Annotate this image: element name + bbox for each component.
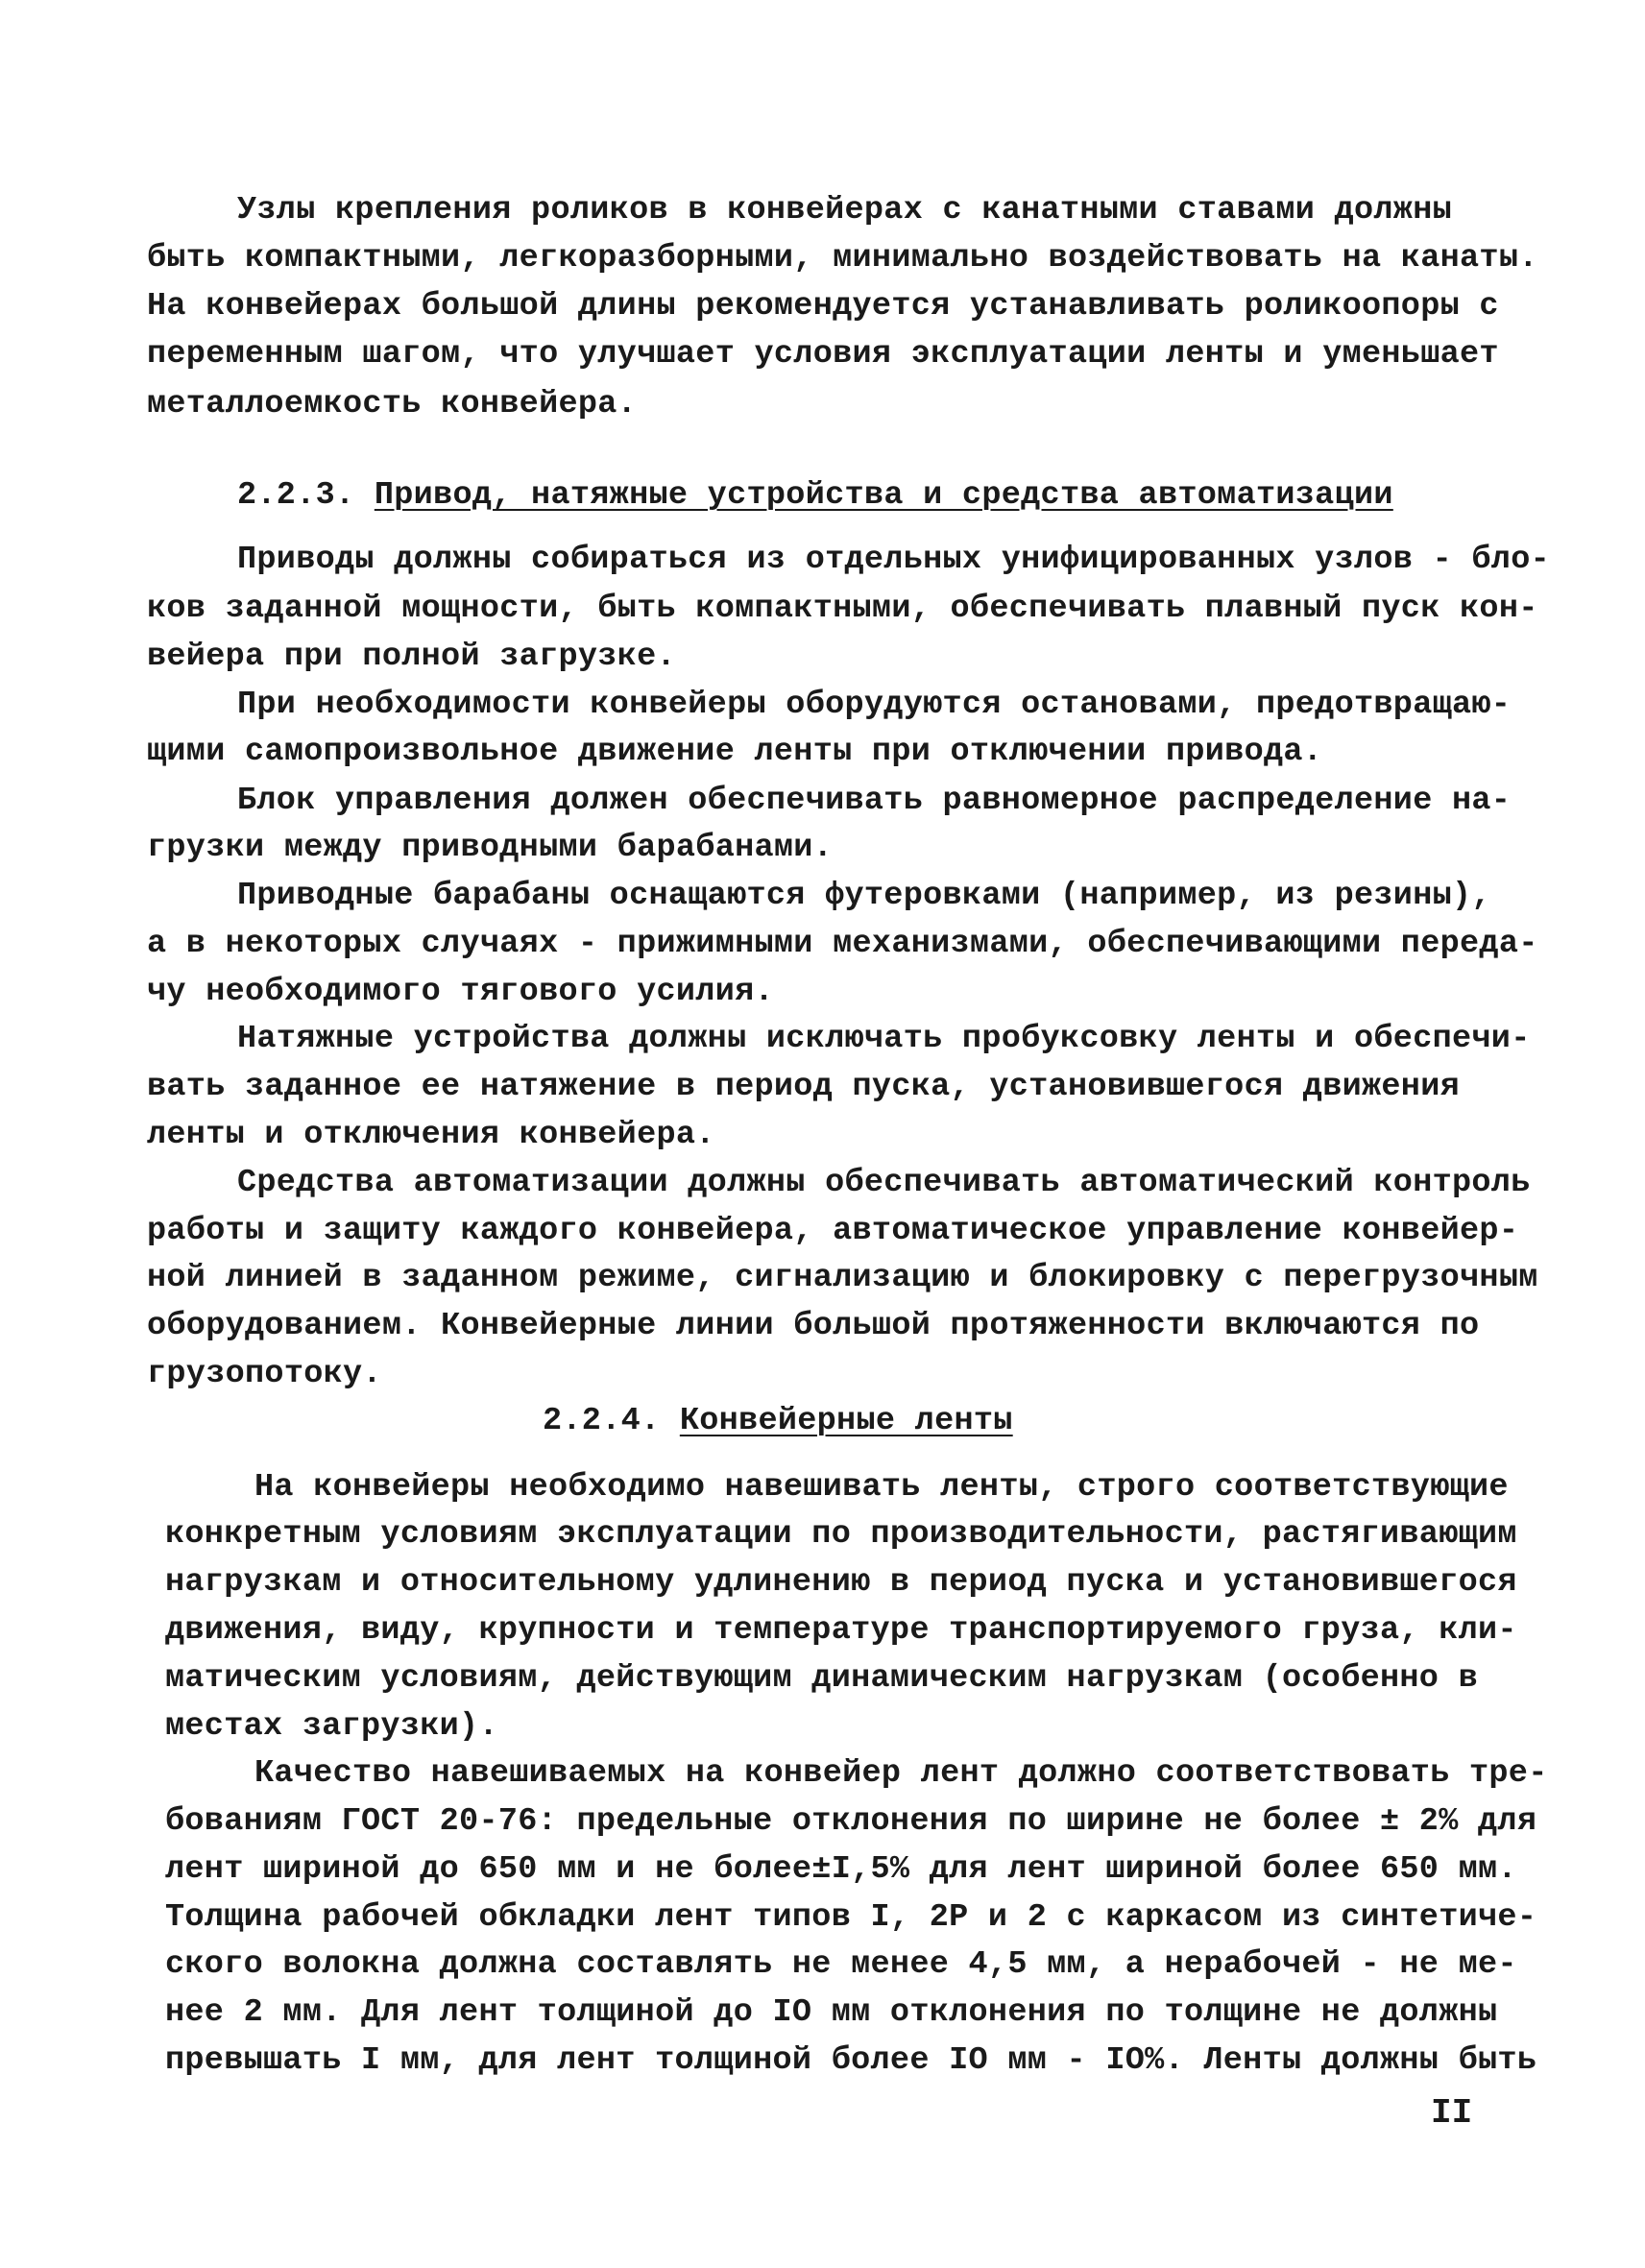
text-line: ского волокна должна составлять не менее 4,5 мм, а нерабочей - не ме- [165, 1946, 1517, 1983]
text-line: вейера при полной загрузке. [147, 639, 676, 675]
text-line: а в некоторых случаях - прижимными механизмами, обеспечивающими переда- [147, 926, 1538, 962]
text-line: лент шириной до 650 мм и не более±I,5% для лент шириной более 650 мм. [165, 1851, 1517, 1888]
text-line: движения, виду, крупности и температуре транспортируемого груза, кли- [165, 1612, 1517, 1649]
text-line: На конвейерах большой длины рекомендуется устанавливать роликоопоры с [147, 288, 1499, 325]
text-line: металлоемкость конвейера. [147, 386, 638, 422]
text-line: оборудованием. Конвейерные линии большой протяженности включаются по [147, 1308, 1480, 1344]
text-line: конкретным условиям эксплуатации по производительности, растягивающим [165, 1516, 1517, 1553]
text-line: Средства автоматизации должны обеспечивать автоматический контроль [237, 1165, 1531, 1201]
text-line: щими самопроизвольное движение ленты при отключении привода. [147, 734, 1323, 770]
text-line: ленты и отключения конвейера. [147, 1117, 715, 1153]
text-line: ков заданной мощности, быть компактными, обеспечивать плавный пуск кон- [147, 591, 1538, 627]
text-line: бованиям ГОСТ 20-76: предельные отклонения по ширине не более ± 2% для [165, 1803, 1537, 1840]
text-line: Толщина рабочей обкладки лент типов I, 2Р и 2 с каркасом из синтетиче- [165, 1899, 1537, 1936]
text-line: переменным шагом, что улучшает условия эксплуатации ленты и уменьшает [147, 336, 1499, 373]
text-line: чу необходимого тягового усилия. [147, 974, 774, 1010]
text-line: Приводные барабаны оснащаются футеровками (например, из резины), [237, 878, 1491, 914]
text-line: быть компактными, легкоразборными, минимально воздействовать на канаты. [147, 240, 1538, 277]
text-line: нагрузкам и относительному удлинению в период пуска и установившегося [165, 1564, 1517, 1601]
text-line: Качество навешиваемых на конвейер лент должно соответствовать тре- [254, 1755, 1548, 1792]
text-line: работы и защиту каждого конвейера, автоматическое управление конвейер- [147, 1213, 1519, 1249]
section-title: Конвейерные ленты [679, 1403, 1013, 1439]
section-heading-2-2-3 [237, 477, 1393, 514]
section-title: Привод, натяжные устройства и средства автоматизации [374, 477, 1393, 514]
text-line: Приводы должны собираться из отдельных унифицированных узлов - бло- [237, 542, 1551, 578]
text-line: вать заданное ее натяжение в период пуска, установившегося движения [147, 1069, 1461, 1105]
text-line: Блок управления должен обеспечивать равномерное распределение на- [237, 783, 1512, 819]
section-number: 2.2.3. [237, 477, 355, 514]
section-heading-2-2-4 [543, 1403, 1013, 1439]
text-line: матическим условиям, действующим динамическим нагрузкам (особенно в [165, 1660, 1479, 1697]
text-line: грузки между приводными барабанами. [147, 830, 834, 866]
text-line: грузопотоку. [147, 1356, 382, 1392]
text-line: нее 2 мм. Для лент толщиной до IO мм отклонения по толщине не должны [165, 1994, 1498, 2031]
section-number: 2.2.4. [543, 1403, 661, 1439]
text-line: местах загрузки). [165, 1708, 498, 1745]
text-line: На конвейеры необходимо навешивать ленты, строго соответствующие [254, 1469, 1509, 1506]
text-line: Узлы крепления роликов в конвейерах с канатными ставами должны [237, 192, 1453, 229]
text-line: ной линией в заданном режиме, сигнализацию и блокировку с перегрузочным [147, 1260, 1538, 1296]
text-line: Натяжные устройства должны исключать пробуксовку ленты и обеспечи- [237, 1021, 1531, 1057]
page-number: II [1431, 2093, 1473, 2133]
text-line: превышать I мм, для лент толщиной более IO мм - IO%. Ленты должны быть [165, 2042, 1537, 2079]
text-line: При необходимости конвейеры оборудуются остановами, предотвращаю- [237, 687, 1512, 723]
